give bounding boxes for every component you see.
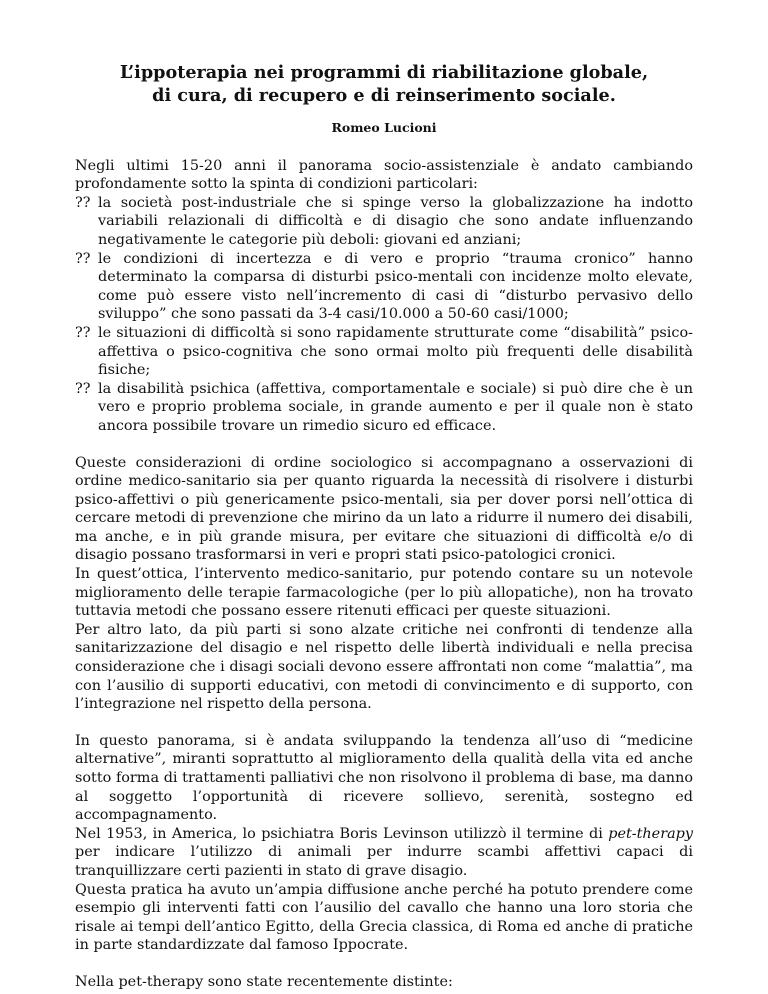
- body-paragraph: [75, 825, 693, 881]
- body-paragraph: Questa pratica ha avuto un’ampia diffusione anche perché ha potuto prendere come esempio gli interventi fatti con l’ausilio del cavallo che hanno una loro storia che risale ai tempi dell’antico Egitto, della Grecia classica, di Roma ed anche di pratiche in parte standardizzate dal famoso Ippocrate.: [75, 881, 693, 954]
- bullet-marker: ??: [75, 380, 91, 397]
- title-line-2: di cura, di recupero e di reinserimento sociale.: [152, 84, 616, 106]
- body-paragraph: Nella pet-therapy sono state recentemente distinte:: [75, 973, 453, 990]
- body-paragraph: In questo panorama, si è andata sviluppando la tendenza all’uso di “medicine alternative”, miranti soprattutto al miglioramento della qualità della vita ed anche sotto forma di trattamenti palliativi che non risolvono il problema di base, ma danno al soggetto l’opportunità di ricevere sollievo, serenità, sostegno ed accompagnamento.: [75, 732, 693, 824]
- list-item-text: le condizioni di incertezza e di vero e proprio “trauma cronico” hanno determinato la comparsa di disturbi psico-mentali con incidenze molto elevate, come può essere visto nell’incremento di casi di “disturbo pervasivo dello sviluppo” che sono passati da 3-4 casi/10.000 a 50-60 casi/1000;: [98, 250, 693, 323]
- body-text: per indicare l’utilizzo di animali per indurre scambi affettivi capaci di tranquillizzare certi pazienti in stato di grave disagio.: [75, 844, 693, 879]
- document-page: [75, 62, 693, 992]
- list-item-text: la disabilità psichica (affettiva, comportamentale e sociale) si può dire che è un vero e proprio problema sociale, in grande aumento e per il quale non è stato ancora possibile trovare un rimedio sicuro ed efficace.: [98, 380, 693, 434]
- body-paragraph: Per altro lato, da più parti si sono alzate critiche nei confronti di tendenze alla sanitarizzazione del disagio e nel rispetto delle libertà individuali e nella precisa considerazione che i disagi sociali devono essere affrontati non come “malattia”, ma con l’ausilio di supporti educativi, con metodi di convincimento e di supporto, con l’integrazione nel rispetto della persona.: [75, 621, 693, 713]
- conditions-list: [75, 194, 693, 436]
- list-item-text: la società post-industriale che si spinge verso la globalizzazione ha indotto variabili relazionali di difficoltà e di disagio che sono andate influenzando negativamente le categorie più deboli: giovani ed anziani;: [98, 194, 693, 248]
- list-item: [75, 324, 693, 380]
- document-title: [75, 62, 693, 107]
- list-item: [75, 250, 693, 324]
- bullet-marker: ??: [75, 194, 91, 211]
- author-name: Romeo Lucioni: [331, 120, 437, 135]
- title-line-1: L’ippoterapia nei programmi di riabilitazione globale,: [119, 62, 649, 83]
- bullet-marker: ??: [75, 250, 91, 267]
- body-text: Nel 1953, in America, lo psichiatra Boris Levinson utilizzò il termine di: [75, 825, 609, 842]
- list-item-text: le situazioni di difficoltà si sono rapidamente strutturate come “disabilità” psico-affettiva o psico-cognitiva che sono ormai molto più frequenti delle disabilità fisiche;: [98, 324, 693, 379]
- bullet-marker: ??: [75, 324, 91, 341]
- intro-paragraph: Negli ultimi 15-20 anni il panorama socio-assistenziale è andato cambiando profondamente sotto la spinta di condizioni particolari:: [75, 157, 693, 193]
- list-item: [75, 380, 693, 436]
- body-paragraph: Queste considerazioni di ordine sociologico si accompagnano a osservazioni di ordine medico-sanitario sia per quanto riguarda la necessità di risolvere i disturbi psico-affettivi o più genericamente psico-mentali, sia per dover porsi nell’ottica di cercare metodi di prevenzione che mirino da un lato a ridurre il numero dei disabili, ma anche, e in più grande misura, per evitare che situazioni di difficoltà e/o di disagio possano trasformarsi in veri e propri stati psico-patologici cronici.: [75, 454, 693, 564]
- paragraph-gap: [75, 714, 693, 732]
- paragraph-gap: [75, 436, 693, 454]
- paragraph-gap: [75, 955, 693, 973]
- emphasis-term: pet-therapy: [608, 825, 693, 842]
- list-item: [75, 194, 693, 250]
- body-paragraph: In quest’ottica, l’intervento medico-sanitario, pur potendo contare su un notevole miglioramento delle terapie farmacologiche (per lo più allopatiche), non ha trovato tuttavia metodi che possano essere ritenuti efficaci per queste situazioni.: [75, 566, 693, 620]
